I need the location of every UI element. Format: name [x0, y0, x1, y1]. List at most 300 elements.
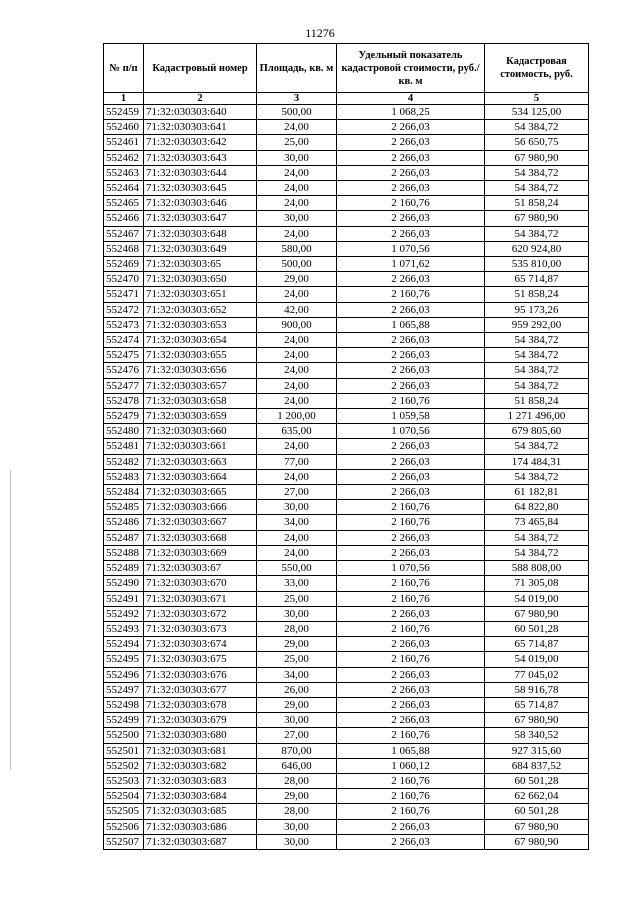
specific-value-cell: 2 266,03	[337, 135, 485, 150]
row-number-cell: 552459	[104, 105, 144, 120]
table-row	[104, 773, 589, 788]
specific-value-cell: 2 160,76	[337, 515, 485, 530]
cadastral-value-cell: 54 384,72	[485, 439, 589, 454]
row-number-cell: 552460	[104, 120, 144, 135]
row-number-cell: 552486	[104, 515, 144, 530]
row-number-cell: 552491	[104, 591, 144, 606]
row-number-cell: 552496	[104, 667, 144, 682]
table-row	[104, 226, 589, 241]
area-cell: 30,00	[257, 606, 337, 621]
area-cell: 1 200,00	[257, 409, 337, 424]
cadastral-number-cell: 71:32:030303:651	[144, 287, 257, 302]
row-number-cell: 552505	[104, 804, 144, 819]
header-cadastral-number: Кадастровый номер	[144, 44, 257, 93]
cadastral-number-cell: 71:32:030303:640	[144, 105, 257, 120]
specific-value-cell: 2 266,03	[337, 226, 485, 241]
specific-value-cell: 1 059,58	[337, 409, 485, 424]
cadastral-number-cell: 71:32:030303:644	[144, 165, 257, 180]
specific-value-cell: 1 071,62	[337, 257, 485, 272]
row-number-cell: 552467	[104, 226, 144, 241]
row-number-cell: 552462	[104, 150, 144, 165]
cadastral-number-cell: 71:32:030303:654	[144, 333, 257, 348]
area-cell: 28,00	[257, 773, 337, 788]
cadastral-value-cell: 54 019,00	[485, 652, 589, 667]
row-number-cell: 552473	[104, 317, 144, 332]
row-number-cell: 552470	[104, 272, 144, 287]
cadastral-number-cell: 71:32:030303:681	[144, 743, 257, 758]
specific-value-cell: 2 266,03	[337, 333, 485, 348]
row-number-cell: 552493	[104, 621, 144, 636]
cadastral-number-cell: 71:32:030303:661	[144, 439, 257, 454]
header-cadastral-value: Кадастровая стоимость, руб.	[485, 44, 589, 93]
row-number-cell: 552501	[104, 743, 144, 758]
cadastral-number-cell: 71:32:030303:672	[144, 606, 257, 621]
cadastral-number-cell: 71:32:030303:669	[144, 545, 257, 560]
table-row	[104, 485, 589, 500]
area-cell: 550,00	[257, 561, 337, 576]
table-row	[104, 819, 589, 834]
cadastral-value-cell: 67 980,90	[485, 150, 589, 165]
specific-value-cell: 2 266,03	[337, 272, 485, 287]
area-cell: 25,00	[257, 652, 337, 667]
cadastral-value-cell: 174 484,31	[485, 454, 589, 469]
area-cell: 24,00	[257, 120, 337, 135]
area-cell: 24,00	[257, 348, 337, 363]
table-row	[104, 272, 589, 287]
specific-value-cell: 2 160,76	[337, 652, 485, 667]
cadastral-value-cell: 54 384,72	[485, 545, 589, 560]
specific-value-cell: 2 266,03	[337, 181, 485, 196]
area-cell: 24,00	[257, 333, 337, 348]
cadastral-number-cell: 71:32:030303:663	[144, 454, 257, 469]
table-row	[104, 591, 589, 606]
row-number-cell: 552475	[104, 348, 144, 363]
cadastral-value-cell: 58 340,52	[485, 728, 589, 743]
cadastral-value-cell: 67 980,90	[485, 211, 589, 226]
specific-value-cell: 2 160,76	[337, 728, 485, 743]
specific-value-cell: 2 266,03	[337, 120, 485, 135]
cadastral-value-cell: 56 650,75	[485, 135, 589, 150]
cadastral-value-cell: 65 714,87	[485, 272, 589, 287]
table-row	[104, 515, 589, 530]
cadastral-value-cell: 67 980,90	[485, 819, 589, 834]
cadastral-number-cell: 71:32:030303:642	[144, 135, 257, 150]
specific-value-cell: 1 060,12	[337, 758, 485, 773]
row-number-cell: 552487	[104, 530, 144, 545]
table-row	[104, 424, 589, 439]
cadastral-value-cell: 51 858,24	[485, 196, 589, 211]
table-row	[104, 758, 589, 773]
table-row	[104, 257, 589, 272]
row-number-cell: 552503	[104, 773, 144, 788]
specific-value-cell: 2 160,76	[337, 591, 485, 606]
table-body	[104, 105, 589, 850]
cadastral-value-cell: 534 125,00	[485, 105, 589, 120]
cadastral-number-cell: 71:32:030303:641	[144, 120, 257, 135]
area-cell: 24,00	[257, 378, 337, 393]
row-number-cell: 552490	[104, 576, 144, 591]
specific-value-cell: 2 266,03	[337, 439, 485, 454]
column-number: 4	[337, 93, 485, 105]
cadastral-value-cell: 71 305,08	[485, 576, 589, 591]
area-cell: 30,00	[257, 834, 337, 849]
table-row	[104, 530, 589, 545]
row-number-cell: 552482	[104, 454, 144, 469]
table-row	[104, 135, 589, 150]
table-row	[104, 211, 589, 226]
column-number-row	[104, 93, 589, 105]
cadastral-number-cell: 71:32:030303:658	[144, 393, 257, 408]
cadastral-number-cell: 71:32:030303:646	[144, 196, 257, 211]
area-cell: 500,00	[257, 257, 337, 272]
area-cell: 24,00	[257, 469, 337, 484]
cadastral-number-cell: 71:32:030303:655	[144, 348, 257, 363]
row-number-cell: 552485	[104, 500, 144, 515]
cadastral-number-cell: 71:32:030303:652	[144, 302, 257, 317]
table-row	[104, 333, 589, 348]
row-number-cell: 552474	[104, 333, 144, 348]
table-row	[104, 105, 589, 120]
specific-value-cell: 1 068,25	[337, 105, 485, 120]
specific-value-cell: 1 070,56	[337, 424, 485, 439]
row-number-cell: 552504	[104, 789, 144, 804]
cadastral-number-cell: 71:32:030303:682	[144, 758, 257, 773]
cadastral-value-cell: 67 980,90	[485, 606, 589, 621]
table-row	[104, 409, 589, 424]
column-number: 5	[485, 93, 589, 105]
specific-value-cell: 2 266,03	[337, 530, 485, 545]
area-cell: 30,00	[257, 713, 337, 728]
area-cell: 33,00	[257, 576, 337, 591]
area-cell: 30,00	[257, 211, 337, 226]
specific-value-cell: 2 266,03	[337, 667, 485, 682]
area-cell: 29,00	[257, 272, 337, 287]
area-cell: 27,00	[257, 485, 337, 500]
header-area: Площадь, кв. м	[257, 44, 337, 93]
table-row	[104, 682, 589, 697]
row-number-cell: 552478	[104, 393, 144, 408]
specific-value-cell: 2 160,76	[337, 621, 485, 636]
cadastral-number-cell: 71:32:030303:65	[144, 257, 257, 272]
area-cell: 29,00	[257, 789, 337, 804]
column-number: 3	[257, 93, 337, 105]
area-cell: 870,00	[257, 743, 337, 758]
specific-value-cell: 1 065,88	[337, 743, 485, 758]
cadastral-value-cell: 54 384,72	[485, 469, 589, 484]
area-cell: 24,00	[257, 545, 337, 560]
cadastral-number-cell: 71:32:030303:657	[144, 378, 257, 393]
cadastral-number-cell: 71:32:030303:668	[144, 530, 257, 545]
specific-value-cell: 2 266,03	[337, 697, 485, 712]
cadastral-value-cell: 54 384,72	[485, 530, 589, 545]
cadastral-value-cell: 54 384,72	[485, 120, 589, 135]
specific-value-cell: 2 266,03	[337, 469, 485, 484]
table-row	[104, 165, 589, 180]
area-cell: 580,00	[257, 241, 337, 256]
cadastral-number-cell: 71:32:030303:665	[144, 485, 257, 500]
header-row-number: № п/п	[104, 44, 144, 93]
column-number: 1	[104, 93, 144, 105]
specific-value-cell: 2 266,03	[337, 378, 485, 393]
row-number-cell: 552507	[104, 834, 144, 849]
area-cell: 24,00	[257, 165, 337, 180]
cadastral-value-table	[103, 43, 589, 850]
cadastral-number-cell: 71:32:030303:659	[144, 409, 257, 424]
row-number-cell: 552461	[104, 135, 144, 150]
page-number: 11276	[305, 26, 335, 40]
cadastral-number-cell: 71:32:030303:656	[144, 363, 257, 378]
row-number-cell: 552492	[104, 606, 144, 621]
specific-value-cell: 2 266,03	[337, 454, 485, 469]
specific-value-cell: 2 160,76	[337, 804, 485, 819]
specific-value-cell: 2 160,76	[337, 500, 485, 515]
cadastral-value-cell: 77 045,02	[485, 667, 589, 682]
area-cell: 24,00	[257, 287, 337, 302]
specific-value-cell: 2 266,03	[337, 165, 485, 180]
table-row	[104, 150, 589, 165]
row-number-cell: 552489	[104, 561, 144, 576]
cadastral-value-cell: 67 980,90	[485, 713, 589, 728]
table-row	[104, 621, 589, 636]
row-number-cell: 552469	[104, 257, 144, 272]
table-header-row	[104, 44, 589, 93]
cadastral-value-cell: 61 182,81	[485, 485, 589, 500]
cadastral-number-cell: 71:32:030303:648	[144, 226, 257, 241]
cadastral-value-cell: 65 714,87	[485, 637, 589, 652]
table-row	[104, 667, 589, 682]
row-number-cell: 552480	[104, 424, 144, 439]
table-row	[104, 302, 589, 317]
cadastral-number-cell: 71:32:030303:678	[144, 697, 257, 712]
cadastral-value-cell: 959 292,00	[485, 317, 589, 332]
cadastral-value-cell: 95 173,26	[485, 302, 589, 317]
specific-value-cell: 2 266,03	[337, 713, 485, 728]
cadastral-number-cell: 71:32:030303:683	[144, 773, 257, 788]
cadastral-number-cell: 71:32:030303:685	[144, 804, 257, 819]
area-cell: 42,00	[257, 302, 337, 317]
specific-value-cell: 1 070,56	[337, 561, 485, 576]
area-cell: 24,00	[257, 181, 337, 196]
row-number-cell: 552479	[104, 409, 144, 424]
cadastral-number-cell: 71:32:030303:675	[144, 652, 257, 667]
table-row	[104, 500, 589, 515]
cadastral-number-cell: 71:32:030303:680	[144, 728, 257, 743]
specific-value-cell: 2 266,03	[337, 348, 485, 363]
table-row	[104, 287, 589, 302]
area-cell: 24,00	[257, 439, 337, 454]
specific-value-cell: 2 266,03	[337, 545, 485, 560]
row-number-cell: 552494	[104, 637, 144, 652]
specific-value-cell: 2 266,03	[337, 302, 485, 317]
table-row	[104, 789, 589, 804]
specific-value-cell: 2 160,76	[337, 287, 485, 302]
area-cell: 34,00	[257, 667, 337, 682]
table-row	[104, 120, 589, 135]
cadastral-number-cell: 71:32:030303:679	[144, 713, 257, 728]
cadastral-value-cell: 73 465,84	[485, 515, 589, 530]
cadastral-number-cell: 71:32:030303:660	[144, 424, 257, 439]
scan-margin-line	[10, 470, 11, 770]
table-row	[104, 728, 589, 743]
row-number-cell: 552497	[104, 682, 144, 697]
row-number-cell: 552498	[104, 697, 144, 712]
row-number-cell: 552500	[104, 728, 144, 743]
cadastral-number-cell: 71:32:030303:650	[144, 272, 257, 287]
area-cell: 34,00	[257, 515, 337, 530]
area-cell: 24,00	[257, 530, 337, 545]
cadastral-value-cell: 54 384,72	[485, 363, 589, 378]
cadastral-number-cell: 71:32:030303:643	[144, 150, 257, 165]
table-row	[104, 804, 589, 819]
cadastral-number-cell: 71:32:030303:677	[144, 682, 257, 697]
table-row	[104, 454, 589, 469]
cadastral-value-cell: 684 837,52	[485, 758, 589, 773]
cadastral-number-cell: 71:32:030303:667	[144, 515, 257, 530]
cadastral-value-cell: 588 808,00	[485, 561, 589, 576]
cadastral-value-cell: 679 805,60	[485, 424, 589, 439]
cadastral-value-cell: 62 662,04	[485, 789, 589, 804]
cadastral-number-cell: 71:32:030303:666	[144, 500, 257, 515]
area-cell: 26,00	[257, 682, 337, 697]
specific-value-cell: 2 160,76	[337, 393, 485, 408]
table-row	[104, 697, 589, 712]
specific-value-cell: 2 266,03	[337, 637, 485, 652]
cadastral-number-cell: 71:32:030303:653	[144, 317, 257, 332]
specific-value-cell: 2 266,03	[337, 682, 485, 697]
specific-value-cell: 2 266,03	[337, 485, 485, 500]
specific-value-cell: 2 266,03	[337, 834, 485, 849]
cadastral-number-cell: 71:32:030303:647	[144, 211, 257, 226]
cadastral-number-cell: 71:32:030303:664	[144, 469, 257, 484]
cadastral-value-cell: 54 384,72	[485, 333, 589, 348]
table-row	[104, 713, 589, 728]
area-cell: 27,00	[257, 728, 337, 743]
cadastral-value-cell: 54 384,72	[485, 378, 589, 393]
table-row	[104, 743, 589, 758]
specific-value-cell: 2 266,03	[337, 819, 485, 834]
cadastral-value-cell: 54 019,00	[485, 591, 589, 606]
table-row	[104, 545, 589, 560]
row-number-cell: 552484	[104, 485, 144, 500]
table-row	[104, 378, 589, 393]
row-number-cell: 552495	[104, 652, 144, 667]
area-cell: 646,00	[257, 758, 337, 773]
cadastral-value-cell: 54 384,72	[485, 348, 589, 363]
specific-value-cell: 2 160,76	[337, 773, 485, 788]
table-row	[104, 576, 589, 591]
area-cell: 24,00	[257, 363, 337, 378]
cadastral-value-cell: 927 315,60	[485, 743, 589, 758]
area-cell: 24,00	[257, 226, 337, 241]
header-specific-value: Удельный показатель кадастровой стоимости, руб./кв. м	[337, 44, 485, 93]
cadastral-number-cell: 71:32:030303:645	[144, 181, 257, 196]
cadastral-value-cell: 535 810,00	[485, 257, 589, 272]
row-number-cell: 552464	[104, 181, 144, 196]
cadastral-value-cell: 60 501,28	[485, 621, 589, 636]
area-cell: 900,00	[257, 317, 337, 332]
area-cell: 29,00	[257, 697, 337, 712]
row-number-cell: 552488	[104, 545, 144, 560]
cadastral-number-cell: 71:32:030303:686	[144, 819, 257, 834]
row-number-cell: 552476	[104, 363, 144, 378]
area-cell: 28,00	[257, 621, 337, 636]
area-cell: 30,00	[257, 150, 337, 165]
row-number-cell: 552468	[104, 241, 144, 256]
row-number-cell: 552506	[104, 819, 144, 834]
row-number-cell: 552483	[104, 469, 144, 484]
cadastral-value-cell: 67 980,90	[485, 834, 589, 849]
area-cell: 24,00	[257, 393, 337, 408]
cadastral-value-cell: 54 384,72	[485, 165, 589, 180]
specific-value-cell: 2 266,03	[337, 606, 485, 621]
area-cell: 500,00	[257, 105, 337, 120]
cadastral-value-cell: 58 916,78	[485, 682, 589, 697]
cadastral-number-cell: 71:32:030303:687	[144, 834, 257, 849]
area-cell: 28,00	[257, 804, 337, 819]
cadastral-number-cell: 71:32:030303:670	[144, 576, 257, 591]
table-row	[104, 561, 589, 576]
table-row	[104, 439, 589, 454]
area-cell: 25,00	[257, 591, 337, 606]
cadastral-value-cell: 65 714,87	[485, 697, 589, 712]
cadastral-number-cell: 71:32:030303:676	[144, 667, 257, 682]
table-row	[104, 606, 589, 621]
row-number-cell: 552477	[104, 378, 144, 393]
area-cell: 24,00	[257, 196, 337, 211]
specific-value-cell: 2 266,03	[337, 363, 485, 378]
area-cell: 29,00	[257, 637, 337, 652]
specific-value-cell: 1 070,56	[337, 241, 485, 256]
table-row	[104, 196, 589, 211]
row-number-cell: 552463	[104, 165, 144, 180]
cadastral-value-cell: 64 822,80	[485, 500, 589, 515]
specific-value-cell: 2 266,03	[337, 150, 485, 165]
table-row	[104, 469, 589, 484]
cadastral-number-cell: 71:32:030303:673	[144, 621, 257, 636]
row-number-cell: 552472	[104, 302, 144, 317]
cadastral-value-cell: 60 501,28	[485, 804, 589, 819]
table-row	[104, 241, 589, 256]
cadastral-number-cell: 71:32:030303:674	[144, 637, 257, 652]
area-cell: 635,00	[257, 424, 337, 439]
table-row	[104, 834, 589, 849]
table-row	[104, 393, 589, 408]
specific-value-cell: 2 160,76	[337, 196, 485, 211]
area-cell: 30,00	[257, 819, 337, 834]
table-row	[104, 317, 589, 332]
table-row	[104, 652, 589, 667]
specific-value-cell: 2 160,76	[337, 789, 485, 804]
row-number-cell: 552471	[104, 287, 144, 302]
row-number-cell: 552465	[104, 196, 144, 211]
area-cell: 25,00	[257, 135, 337, 150]
cadastral-number-cell: 71:32:030303:649	[144, 241, 257, 256]
row-number-cell: 552499	[104, 713, 144, 728]
row-number-cell: 552502	[104, 758, 144, 773]
cadastral-value-cell: 54 384,72	[485, 181, 589, 196]
table-row	[104, 637, 589, 652]
cadastral-number-cell: 71:32:030303:684	[144, 789, 257, 804]
table-row	[104, 348, 589, 363]
cadastral-value-cell: 1 271 496,00	[485, 409, 589, 424]
table-row	[104, 181, 589, 196]
specific-value-cell: 2 266,03	[337, 211, 485, 226]
cadastral-value-cell: 51 858,24	[485, 287, 589, 302]
specific-value-cell: 1 065,88	[337, 317, 485, 332]
area-cell: 30,00	[257, 500, 337, 515]
specific-value-cell: 2 160,76	[337, 576, 485, 591]
table-row	[104, 363, 589, 378]
